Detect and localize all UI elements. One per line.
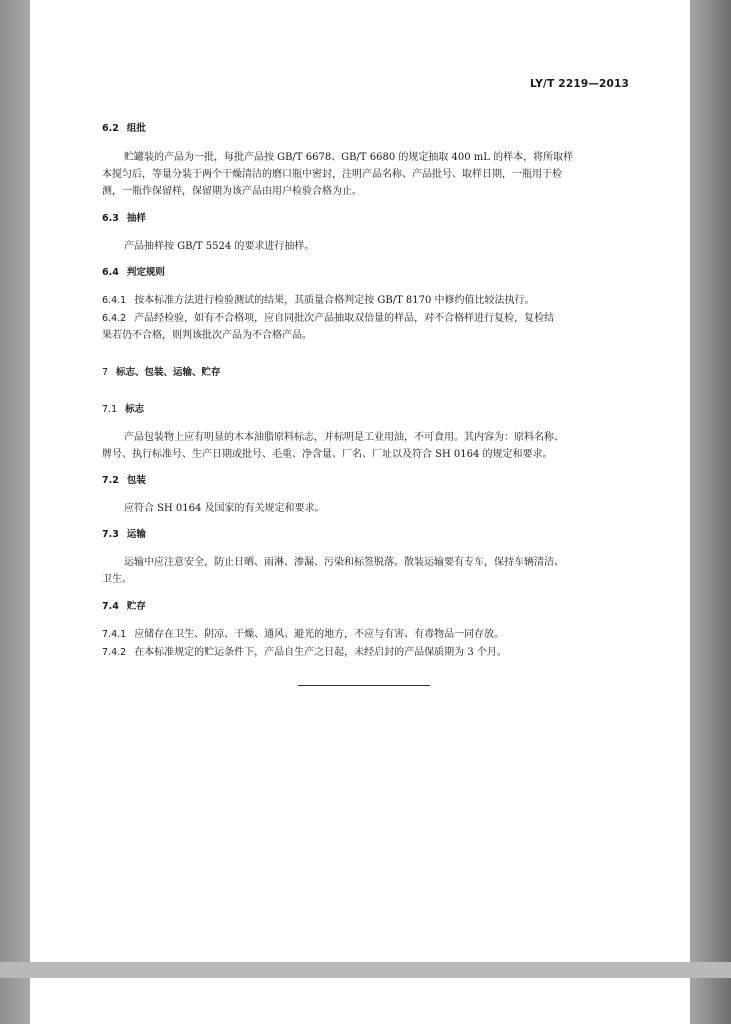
section-title: 标志 xyxy=(125,404,145,415)
section-number: 6.4 xyxy=(102,267,119,278)
section-heading-6-3 xyxy=(102,212,146,225)
paragraph-line: 产品抽样按 GB/T 5524 的要求进行抽样。 xyxy=(124,241,315,252)
paragraph-line: 卫生。 xyxy=(102,574,132,585)
chapter-number: 7 xyxy=(102,367,109,378)
section-heading-6-4 xyxy=(102,266,165,279)
clause-text: 产品经检验，如有不合格项，应自同批次产品抽取双倍量的样品，对不合格样进行复检，复检结 xyxy=(134,313,555,324)
section-title: 包装 xyxy=(126,475,146,486)
page-gap xyxy=(0,962,731,978)
clause-6-4-1 xyxy=(102,294,535,307)
clause-text: 按本标准方法进行检验测试的结果，其质量合格判定按 GB/T 8170 中修约值比较法执行。 xyxy=(134,295,535,306)
clause-6-4-2 xyxy=(102,312,554,325)
section-heading-7-3 xyxy=(102,528,146,541)
clause-text: 在本标准规定的贮运条件下，产品自生产之日起，未经启封的产品保质期为 3 个月。 xyxy=(134,647,507,658)
section-title: 组批 xyxy=(126,123,146,134)
section-number: 7.4 xyxy=(102,601,119,612)
end-of-document-rule xyxy=(298,685,430,686)
paragraph-line: 牌号、执行标准号、生产日期或批号、毛重、净含量、厂名、厂址以及符合 SH 0164 的规定和要求。 xyxy=(102,449,553,460)
clause-number: 6.4.2 xyxy=(102,313,127,324)
section-title: 抽样 xyxy=(126,213,146,224)
section-number: 6.2 xyxy=(102,123,119,134)
clause-text: 应储存在卫生、阴凉、干燥、通风、避光的地方，不应与有害、有毒物品一同存放。 xyxy=(134,629,505,640)
clause-number: 7.4.2 xyxy=(102,647,127,658)
section-number: 7.3 xyxy=(102,529,119,540)
paragraph-line: 贮罐装的产品为一批，每批产品按 GB/T 6678、GB/T 6680 的规定抽取 400 mL 的样本，将所取样 xyxy=(124,152,574,163)
document-code: LY/T 2219—2013 xyxy=(530,78,630,90)
section-number: 6.3 xyxy=(102,213,119,224)
chapter-title: 标志、包装、运输、贮存 xyxy=(116,367,221,378)
paragraph-line: 果若仍不合格，则判该批次产品为不合格产品。 xyxy=(102,330,312,341)
section-heading-7-2 xyxy=(102,474,146,487)
clause-7-4-1 xyxy=(102,628,504,641)
clause-7-4-2 xyxy=(102,646,507,659)
clause-number: 7.4.1 xyxy=(102,629,127,640)
paragraph-line: 运输中应注意安全，防止日晒、雨淋、渗漏、污染和标签脱落。散装运输要有专车，保持车辆清洁、 xyxy=(124,557,564,568)
clause-number: 6.4.1 xyxy=(102,295,127,306)
next-page-top xyxy=(30,978,690,1024)
paragraph-line: 应符合 SH 0164 及国家的有关规定和要求。 xyxy=(124,503,325,514)
section-heading-6-2 xyxy=(102,122,146,135)
section-title: 贮存 xyxy=(126,601,146,612)
paragraph-line: 测，一瓶作保留样，保留期为该产品由用户检验合格为止。 xyxy=(102,186,362,197)
paragraph-line: 产品包装物上应有明显的木本油脂原料标志，并标明是工业用油，不可食用。其内容为：原料名称、 xyxy=(124,432,564,443)
section-title: 运输 xyxy=(126,529,146,540)
section-heading-7-1 xyxy=(102,403,144,416)
section-number: 7.2 xyxy=(102,475,119,486)
paragraph-line: 本搅匀后，等量分装于两个干燥清洁的磨口瓶中密封，注明产品名称、产品批号、取样日期，一瓶用于检 xyxy=(102,169,562,180)
chapter-heading-7 xyxy=(102,366,221,379)
section-heading-7-4 xyxy=(102,600,146,613)
section-title: 判定规则 xyxy=(126,267,165,278)
section-number: 7.1 xyxy=(102,404,118,415)
